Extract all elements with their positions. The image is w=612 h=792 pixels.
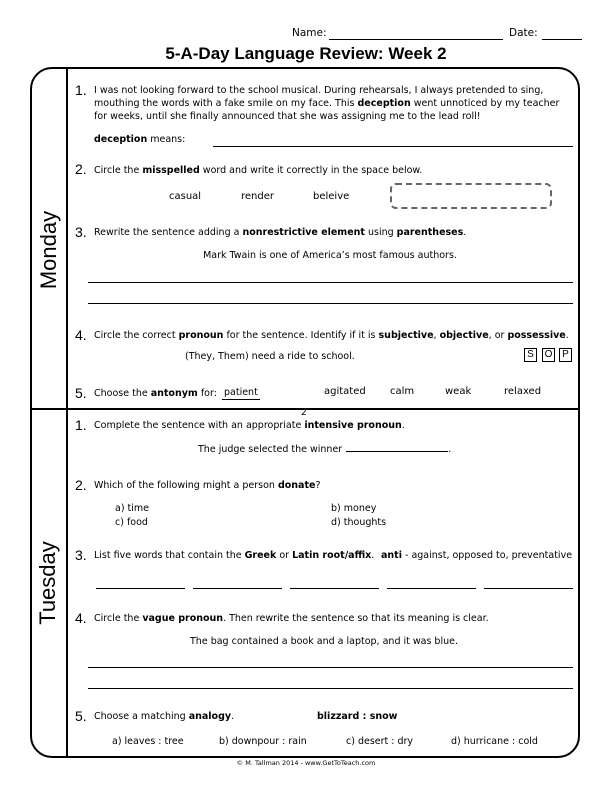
vague-pronoun-sentence: The bag contained a book and a laptop, and it was blue. xyxy=(190,636,458,647)
answer-option[interactable]: c) food xyxy=(115,517,148,528)
case-box-o[interactable]: O xyxy=(542,348,555,362)
antonym-target: patient xyxy=(224,387,258,398)
question-text: Complete the sentence with an appropriate intensive pronoun. xyxy=(94,420,405,431)
day-label-tuesday: Tuesday xyxy=(35,541,60,625)
day-column-divider xyxy=(66,69,68,756)
question-text: Circle the misspelled word and write it correctly in the space below. xyxy=(94,165,423,176)
pronoun-blank[interactable] xyxy=(346,441,448,452)
word-option[interactable]: render xyxy=(241,191,274,202)
day-label-monday: Monday xyxy=(36,210,61,290)
answer-option[interactable]: b) money xyxy=(331,503,377,514)
analogy-option[interactable]: b) downpour : rain xyxy=(219,736,307,747)
name-field[interactable] xyxy=(329,39,503,40)
fill-in-sentence: The judge selected the winner . xyxy=(198,441,451,456)
question-number: 3. xyxy=(75,224,87,240)
passage-line-3: for weeks, until she finally announced that she was assigning me to the lead roll! xyxy=(94,111,481,122)
pronoun-sentence: (They, Them) need a ride to school. xyxy=(185,351,355,362)
case-box-p[interactable]: P xyxy=(559,348,572,362)
question-text: Circle the correct pronoun for the sentence. Identify if it is subjective, objective, or possessive. xyxy=(94,330,569,341)
word-answer-line[interactable] xyxy=(96,588,185,589)
passage-line-1: I was not looking forward to the school musical. During rehearsals, I always pretended to sing, xyxy=(94,85,544,96)
question-number: 1. xyxy=(75,82,87,98)
page-title: 5-A-Day Language Review: Week 2 xyxy=(165,44,447,63)
question-number: 2. xyxy=(75,477,87,493)
word-answer-line[interactable] xyxy=(484,588,573,589)
question-number: 5. xyxy=(75,708,87,724)
question-text: Rewrite the sentence adding a nonrestrictive element using parentheses. xyxy=(94,227,467,238)
answer-option[interactable]: d) thoughts xyxy=(331,517,387,528)
answer-option[interactable]: a) time xyxy=(115,503,150,514)
antonym-option[interactable]: relaxed xyxy=(504,386,542,397)
analogy-pair: blizzard : snow xyxy=(317,711,398,722)
copyright-footer: © M. Tallman 2014 - www.GetToTeach.com xyxy=(236,759,376,767)
analogy-option[interactable]: c) desert : dry xyxy=(346,736,414,747)
antonym-option[interactable]: weak xyxy=(445,386,472,397)
question-number: 3. xyxy=(75,547,87,563)
answer-line[interactable] xyxy=(88,688,573,689)
question-text: List five words that contain the Greek or Latin root/affix. xyxy=(94,550,375,561)
answer-line[interactable] xyxy=(88,282,573,283)
question-number: 1. xyxy=(75,417,87,433)
question-number: 4. xyxy=(75,327,87,343)
word-option[interactable]: beleive xyxy=(313,191,350,202)
analogy-option[interactable]: d) hurricane : cold xyxy=(451,736,538,747)
analogy-option[interactable]: a) leaves : tree xyxy=(112,736,184,747)
question-text: Which of the following might a person donate? xyxy=(94,480,321,491)
date-field[interactable] xyxy=(542,39,582,40)
stray-mark: 2 xyxy=(301,408,307,418)
case-box-s[interactable]: S xyxy=(524,348,537,362)
name-label: Name: xyxy=(292,27,327,39)
answer-line[interactable] xyxy=(88,303,573,304)
antonym-option[interactable]: agitated xyxy=(324,386,366,397)
question-text: Choose a matching analogy. xyxy=(94,711,235,722)
question-text: Choose the antonym for: xyxy=(94,388,217,399)
question-text: Circle the vague pronoun. Then rewrite the sentence so that its meaning is clear. xyxy=(94,613,489,624)
question-number: 4. xyxy=(75,610,87,626)
root-definition: anti - against, opposed to, preventative xyxy=(381,550,573,561)
word-answer-line[interactable] xyxy=(193,588,282,589)
date-label: Date: xyxy=(509,27,538,39)
definition-answer-line[interactable] xyxy=(213,146,573,147)
spelling-answer-box[interactable] xyxy=(390,183,552,209)
word-answer-line[interactable] xyxy=(387,588,476,589)
sentence-to-rewrite: Mark Twain is one of America’s most famous authors. xyxy=(203,250,457,261)
word-option[interactable]: casual xyxy=(169,191,202,202)
answer-line[interactable] xyxy=(88,667,573,668)
question-number: 2. xyxy=(75,161,87,177)
word-answer-line[interactable] xyxy=(290,588,379,589)
question-number: 5. xyxy=(75,385,87,401)
passage-line-2: mouthing the words with a fake smile on my face. This deception went unnoticed by my teacher xyxy=(94,98,560,109)
antonym-option[interactable]: calm xyxy=(390,386,415,397)
definition-prompt: deception means: xyxy=(94,134,186,145)
